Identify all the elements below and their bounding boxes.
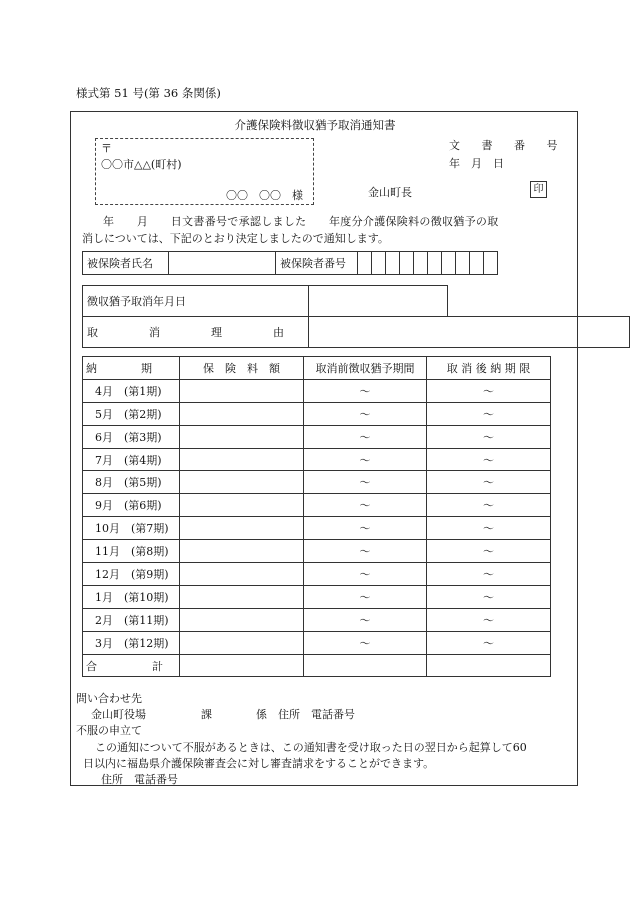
table-row (83, 563, 551, 586)
payment-schedule-table (82, 356, 551, 677)
header-payment-period: 納 期 (83, 357, 180, 380)
header-pre-cancel-period: 取消前徴収猶予期間 (304, 357, 427, 380)
body-text-line-1: 年 月 日文書番号で承認しました 年度分介護保険料の徴収猶予の取 (103, 215, 499, 228)
post-cancel-deadline-cell[interactable]: ～ (427, 425, 551, 448)
pre-cancel-period-cell[interactable]: ～ (304, 448, 427, 471)
period-label: 9月 (第6期) (83, 494, 180, 517)
table-row (83, 379, 551, 402)
table-row (83, 585, 551, 608)
total-post-cancel-cell[interactable] (427, 654, 551, 677)
post-cancel-deadline-cell[interactable]: ～ (427, 631, 551, 654)
premium-amount-cell[interactable] (180, 608, 304, 631)
objection-heading: 不服の申立て (76, 724, 142, 737)
insured-number-digit[interactable] (400, 252, 414, 275)
premium-amount-cell[interactable] (180, 379, 304, 402)
pre-cancel-period-cell[interactable]: ～ (304, 608, 427, 631)
total-label: 合 計 (83, 654, 180, 677)
objection-text-line-2: 日以内に福島県介護保険審査会に対し審査請求をすることができます。 (83, 757, 435, 770)
insured-number-digit[interactable] (428, 252, 442, 275)
insured-number-label: 被保険者番号 (276, 252, 358, 275)
table-row (83, 425, 551, 448)
table-row (83, 608, 551, 631)
blank-area (447, 286, 629, 317)
total-premium-cell[interactable] (180, 654, 304, 677)
inquiry-office: 金山町役場 課 係 住所 電話番号 (91, 708, 355, 721)
pre-cancel-period-cell[interactable]: ～ (304, 540, 427, 563)
pre-cancel-period-cell[interactable]: ～ (304, 563, 427, 586)
schedule-header-row (83, 357, 551, 380)
post-cancel-deadline-cell[interactable]: ～ (427, 517, 551, 540)
total-row (83, 654, 551, 677)
table-row (83, 402, 551, 425)
insured-number-digit[interactable] (456, 252, 470, 275)
insured-person-table (82, 251, 498, 275)
premium-amount-cell[interactable] (180, 494, 304, 517)
post-cancel-deadline-cell[interactable]: ～ (427, 448, 551, 471)
pre-cancel-period-cell[interactable]: ～ (304, 425, 427, 448)
premium-amount-cell[interactable] (180, 402, 304, 425)
header-post-cancel-deadline: 取 消 後 納 期 限 (427, 357, 551, 380)
total-pre-cancel-cell[interactable] (304, 654, 427, 677)
insured-number-digit[interactable] (372, 252, 386, 275)
recipient-name: 〇〇 〇〇 様 (226, 189, 303, 202)
pre-cancel-period-cell[interactable]: ～ (304, 379, 427, 402)
cancel-reason-field[interactable] (309, 317, 630, 348)
document-number-label: 文 書 番 号 (449, 139, 567, 152)
insured-name-field[interactable] (169, 252, 276, 275)
issue-date-label: 年 月 日 (449, 157, 504, 170)
insured-number-digit[interactable] (442, 252, 456, 275)
pre-cancel-period-cell[interactable]: ～ (304, 402, 427, 425)
cancel-date-field[interactable] (309, 286, 448, 317)
insured-number-digit[interactable] (358, 252, 372, 275)
pre-cancel-period-cell[interactable]: ～ (304, 494, 427, 517)
period-label: 6月 (第3期) (83, 425, 180, 448)
inquiry-heading: 問い合わせ先 (76, 692, 142, 705)
header-premium-amount: 保 険 料 額 (180, 357, 304, 380)
premium-amount-cell[interactable] (180, 585, 304, 608)
post-cancel-deadline-cell[interactable]: ～ (427, 494, 551, 517)
pre-cancel-period-cell[interactable]: ～ (304, 631, 427, 654)
period-label: 2月 (第11期) (83, 608, 180, 631)
insured-number-digit[interactable] (414, 252, 428, 275)
table-row (83, 517, 551, 540)
premium-amount-cell[interactable] (180, 540, 304, 563)
post-cancel-deadline-cell[interactable]: ～ (427, 585, 551, 608)
form-caption: 様式第 51 号(第 36 条関係) (76, 86, 221, 100)
period-label: 7月 (第4期) (83, 448, 180, 471)
recipient-address: 〇〇市△△(町村) (101, 158, 182, 171)
issuer-name: 金山町長 (368, 186, 412, 199)
objection-text-line-1: この通知について不服があるときは、この通知書を受け取った日の翌日から起算して60 (95, 741, 527, 754)
pre-cancel-period-cell[interactable]: ～ (304, 471, 427, 494)
table-row (83, 540, 551, 563)
table-row (83, 448, 551, 471)
period-label: 5月 (第2期) (83, 402, 180, 425)
table-row (83, 494, 551, 517)
period-label: 10月 (第7期) (83, 517, 180, 540)
premium-amount-cell[interactable] (180, 517, 304, 540)
pre-cancel-period-cell[interactable]: ～ (304, 517, 427, 540)
seal-mark: 印 (530, 181, 547, 198)
postal-mark: 〒 (101, 142, 112, 155)
period-label: 3月 (第12期) (83, 631, 180, 654)
premium-amount-cell[interactable] (180, 631, 304, 654)
post-cancel-deadline-cell[interactable]: ～ (427, 379, 551, 402)
body-text-line-2: 消しについては、下記のとおり決定しましたので通知します。 (82, 232, 389, 245)
period-label: 4月 (第1期) (83, 379, 180, 402)
period-label: 1月 (第10期) (83, 585, 180, 608)
table-row (83, 471, 551, 494)
period-label: 12月 (第9期) (83, 563, 180, 586)
period-label: 11月 (第8期) (83, 540, 180, 563)
post-cancel-deadline-cell[interactable]: ～ (427, 402, 551, 425)
post-cancel-deadline-cell[interactable]: ～ (427, 540, 551, 563)
objection-contact: 住所 電話番号 (101, 773, 178, 786)
premium-amount-cell[interactable] (180, 425, 304, 448)
cancel-reason-label: 取 消 理 由 (83, 317, 309, 348)
insured-name-label: 被保険者氏名 (83, 252, 169, 275)
post-cancel-deadline-cell[interactable]: ～ (427, 608, 551, 631)
insured-number-digit[interactable] (484, 252, 498, 275)
insured-number-digit[interactable] (386, 252, 400, 275)
document-title: 介護保険料徴収猶予取消通知書 (234, 118, 396, 132)
cancellation-table (82, 285, 630, 348)
premium-amount-cell[interactable] (180, 563, 304, 586)
table-row (83, 631, 551, 654)
period-label: 8月 (第5期) (83, 471, 180, 494)
premium-amount-cell[interactable] (180, 471, 304, 494)
premium-amount-cell[interactable] (180, 448, 304, 471)
post-cancel-deadline-cell[interactable]: ～ (427, 471, 551, 494)
post-cancel-deadline-cell[interactable]: ～ (427, 563, 551, 586)
cancel-date-label: 徴収猶予取消年月日 (83, 286, 309, 317)
insured-number-digit[interactable] (470, 252, 484, 275)
pre-cancel-period-cell[interactable]: ～ (304, 585, 427, 608)
